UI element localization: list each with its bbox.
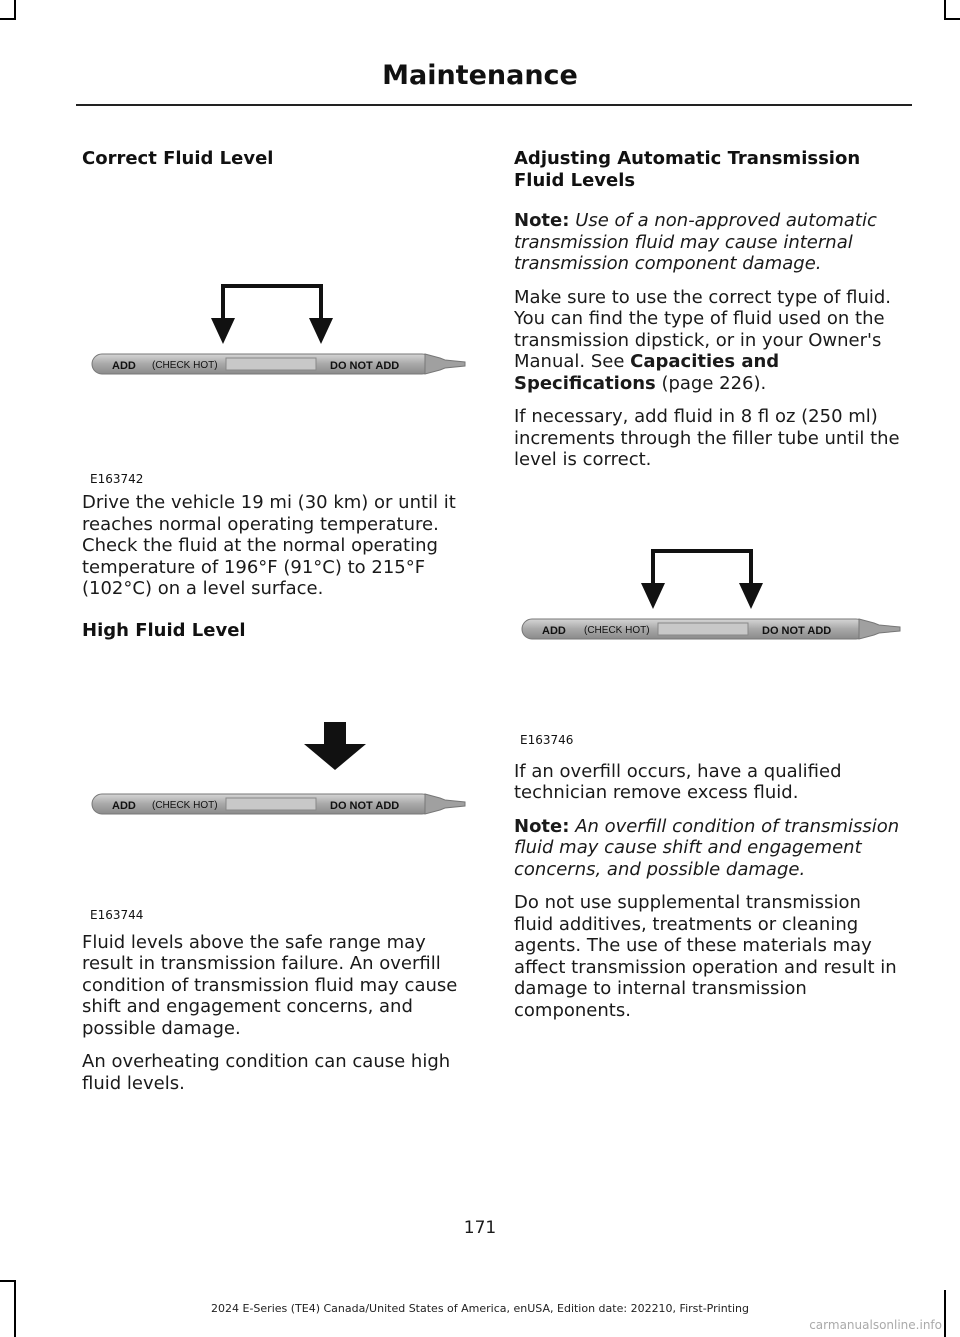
page-title: Maintenance xyxy=(382,60,578,91)
add-label: ADD xyxy=(542,624,566,637)
footer-edition: 2024 E-Series (TE4) Canada/United States of America, enUSA, Edition date: 202210, First-Printing xyxy=(211,1302,749,1315)
dipstick-illustration xyxy=(90,188,470,428)
adjust-fluid-heading: Adjusting Automatic Transmission Fluid Levels xyxy=(514,148,861,191)
figure-id: E163742 xyxy=(90,472,144,486)
watermark: carmanualsonline.info xyxy=(809,1318,942,1332)
header-rule xyxy=(76,104,912,106)
cross-reference-link[interactable]: Capacities and Specifications xyxy=(514,351,780,394)
check-hot-label: (CHECK HOT) xyxy=(152,360,218,371)
do-not-add-label: DO NOT ADD xyxy=(762,624,832,637)
note-text: An overfill condition of transmission fluid may cause shift and engagement concerns, and possible damage. xyxy=(514,815,900,880)
crop-mark xyxy=(0,18,16,20)
note-label: Note: xyxy=(514,815,570,837)
paragraph: Fluid levels above the safe range may result in transmission failure. An overfill condition of transmission fluid may cause shift and engagement concerns, and possible damage. xyxy=(82,931,458,1039)
page-number: 171 xyxy=(463,1218,497,1238)
paragraph xyxy=(514,287,904,395)
figure-correct-level xyxy=(90,188,480,486)
page-reference: (page 226). xyxy=(655,372,767,394)
figure-id: E163746 xyxy=(520,732,574,747)
crop-mark xyxy=(0,1280,16,1282)
paragraph: If necessary, add fluid in 8 fl oz (250 ml) increments through the filler tube until the level is correct. xyxy=(514,406,900,470)
crop-mark xyxy=(14,0,16,20)
note xyxy=(514,210,904,275)
dipstick-illustration xyxy=(520,483,904,733)
add-label: ADD xyxy=(112,360,136,372)
right-column xyxy=(514,148,904,1033)
high-fluid-heading: High Fluid Level xyxy=(82,619,246,641)
figure-high-level xyxy=(90,660,480,928)
do-not-add-label: DO NOT ADD xyxy=(330,360,400,372)
paragraph-text: Make sure to use the correct type of fluid. You can find the type of fluid used on the transmission dipstick, or in your Owner's Manual. See xyxy=(514,286,892,372)
crop-mark xyxy=(944,0,946,20)
left-column xyxy=(82,148,472,1106)
note-text: Use of a non-approved automatic transmission fluid may cause internal transmission component damage. xyxy=(514,210,877,274)
crop-mark xyxy=(944,18,960,20)
add-label: ADD xyxy=(112,799,136,812)
do-not-add-label: DO NOT ADD xyxy=(330,799,400,812)
figure-id: E163744 xyxy=(90,907,144,922)
paragraph: An overheating condition can cause high fluid levels. xyxy=(82,1051,451,1094)
note-label: Note: xyxy=(514,210,570,231)
paragraph: Drive the vehicle 19 mi (30 km) or until it reaches normal operating temperature. Check the fluid at the normal operating temperature of 196°F (91°C) to 215°F (102°C) on a level surface. xyxy=(82,492,456,599)
paragraph: Do not use supplemental transmission fluid additives, treatments or cleaning agents. The use of these materials may affect transmission operation and result in damage to internal transmission components. xyxy=(514,892,897,1021)
figure-adjust-level xyxy=(520,483,910,761)
paragraph: If an overfill occurs, have a qualified technician remove excess fluid. xyxy=(514,760,842,803)
check-hot-label: (CHECK HOT) xyxy=(584,624,650,636)
note xyxy=(514,816,904,881)
check-hot-label: (CHECK HOT) xyxy=(152,799,218,811)
correct-fluid-heading: Correct Fluid Level xyxy=(82,148,274,169)
dipstick-illustration xyxy=(90,660,470,900)
